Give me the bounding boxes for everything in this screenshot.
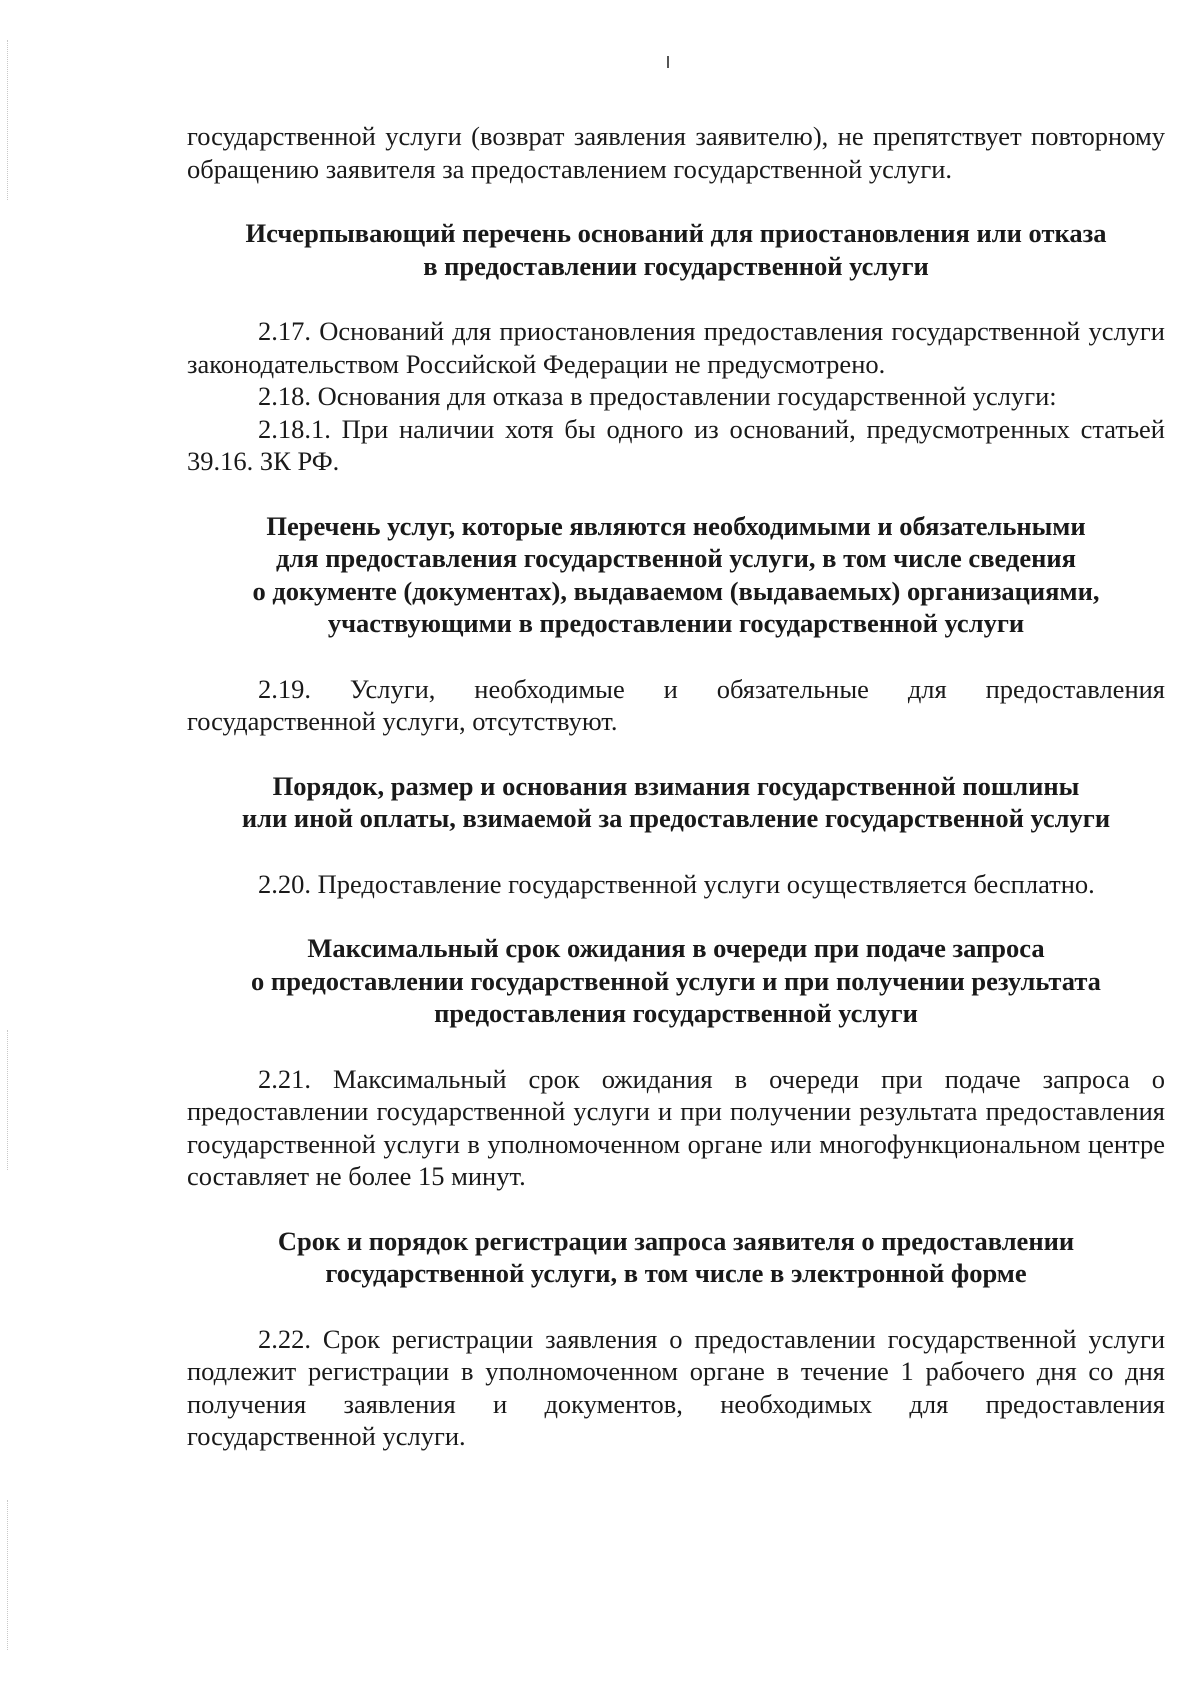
scan-artifact-mark [667,56,669,68]
binding-edge-artifact [7,40,9,200]
section-fees [187,770,1165,901]
paragraph-2-17: 2.17. Оснований для приостановления предоставления государственной услуги законодательством Российской Федерации не предусмотрено. [187,316,1165,379]
intro-paragraph: государственной услуги (возврат заявления заявителю), не препятствует повторному обращению заявителя за предоставлением государственной услуги. [187,121,1165,184]
paragraph-2-19: 2.19. Услуги, необходимые и обязательные для предоставления государственной услуги, отсутствуют. [187,673,1165,736]
document-page [187,120,1165,1453]
paragraph-2-21: 2.21. Максимальный срок ожидания в очереди при подаче запроса о предоставлении государственной услуги и при получении результата предоставления государственной услуги в уполномоченном органе или многофункциональном центре составляет не более 15 минут. [187,1063,1165,1191]
binding-edge-artifact [7,1500,9,1650]
section-suspension-refusal [187,217,1165,478]
section-heading: Порядок, размер и основания взимания государственной пошлины или иной оплаты, взимаемой за предоставление государственной услуги [241,770,1111,833]
section-heading: Срок и порядок регистрации запроса заявителя о предоставлении государственной услуги, в том числе в электронной форме [277,1225,1075,1288]
section-heading: Перечень услуг, которые являются необходимыми и обязательными для предоставления государственной услуги, в том числе сведения о документе (документах), выдаваемом (выдаваемых) организациями, участвующими в предоставлении государственной услуги [252,510,1100,638]
section-heading: Исчерпывающий перечень оснований для приостановления или отказа в предоставлении государственной услуги [245,218,1107,281]
section-required-services [187,510,1165,738]
section-heading: Максимальный срок ожидания в очереди при подаче запроса о предоставлении государственной услуги и при получении результата предоставления государственной услуги [251,933,1101,1028]
binding-edge-artifact [7,1030,9,1170]
section-queue-time [187,932,1165,1193]
paragraph-2-20: 2.20. Предоставление государственной услуги осуществляется бесплатно. [258,868,1095,899]
paragraph-2-18: 2.18. Основания для отказа в предоставлении государственной услуги: [258,381,1057,411]
paragraph-2-18-1: 2.18.1. При наличии хотя бы одного из оснований, предусмотренных статьей 39.16. ЗК РФ. [187,413,1165,476]
section-registration [187,1225,1165,1453]
paragraph-2-22: 2.22. Срок регистрации заявления о предоставлении государственной услуги подлежит регистрации в уполномоченном органе в течение 1 рабочего дня со дня получения заявления и документов, необходимых для предоставления государственной услуги. [187,1323,1165,1451]
